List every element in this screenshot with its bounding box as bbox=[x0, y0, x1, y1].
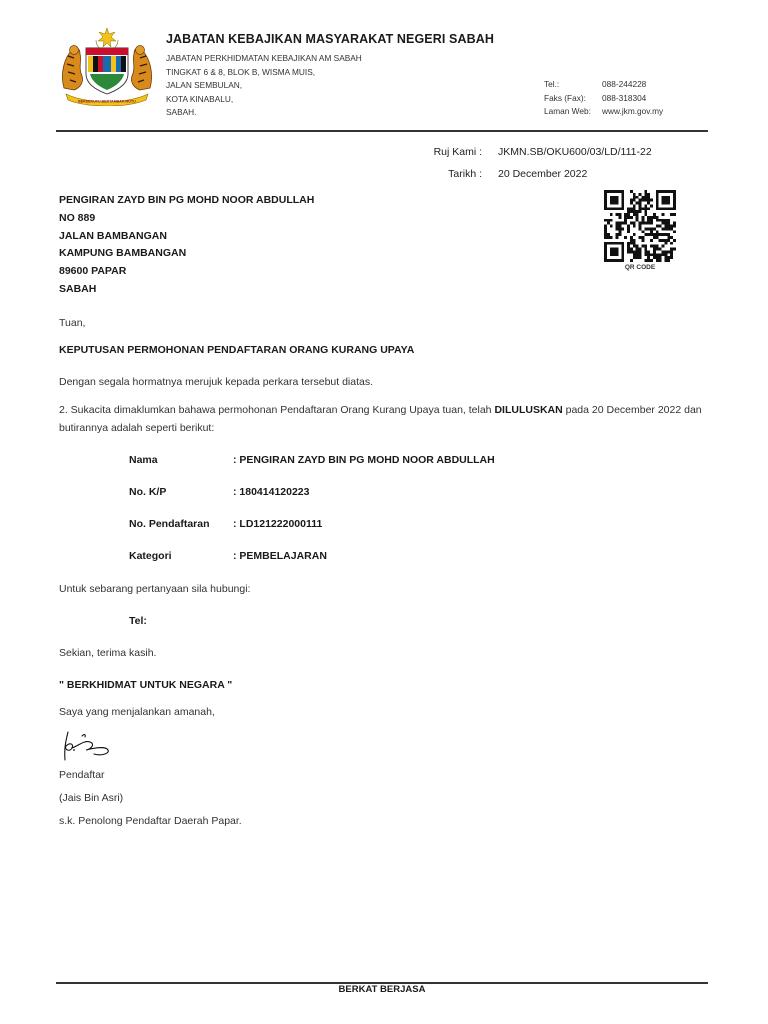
contact-row-fax bbox=[544, 92, 663, 106]
paragraph-2-text: 2. Sukacita dimaklumkan bahawa permohonan Pendaftaran Orang Kurang Upaya tuan, telah bbox=[59, 404, 495, 416]
reference-number bbox=[432, 146, 712, 160]
contact-row-website bbox=[544, 105, 663, 119]
detail-label-name: Nama bbox=[129, 454, 158, 466]
header-divider bbox=[56, 130, 708, 132]
paragraph-2 bbox=[59, 401, 711, 437]
address-line: JABATAN PERKHIDMATAN KEBAJIKAN AM SABAH bbox=[166, 53, 362, 63]
signatory-title: Pendaftar bbox=[59, 769, 105, 781]
qr-code-image bbox=[604, 190, 676, 262]
detail-value-ic: : 180414120223 bbox=[233, 486, 310, 498]
address-line: KOTA KINABALU, bbox=[166, 93, 234, 104]
contact-info bbox=[544, 78, 663, 119]
crest-motto: BERSEKUTU BERTAMBAH MUTU bbox=[78, 99, 136, 104]
signatory-name: (Jais Bin Asri) bbox=[59, 792, 124, 804]
date-label: Tarikh : bbox=[448, 168, 482, 180]
address-line: TINGKAT 6 & 8, BLOK B, WISMA MUIS, bbox=[166, 66, 316, 77]
detail-value-name: : PENGIRAN ZAYD BIN PG MOHD NOOR ABDULLAH bbox=[233, 454, 495, 466]
contact-value: 088-244228 bbox=[602, 79, 647, 89]
recipient-address-line: 89600 PAPAR bbox=[59, 265, 127, 278]
detail-label-category: Kategori bbox=[129, 550, 172, 562]
address-line: JALAN SEMBULAN, bbox=[166, 80, 243, 90]
state-crest-logo bbox=[58, 26, 156, 106]
detail-label-ic: No. K/P bbox=[129, 486, 167, 498]
carbon-copy-line: s.k. Penolong Pendaftar Daerah Papar. bbox=[59, 815, 242, 827]
recipient-address-line: SABAH bbox=[59, 282, 97, 295]
salutation: Tuan, bbox=[59, 317, 86, 329]
motto-text: " BERKHIDMAT UNTUK NEGARA " bbox=[59, 679, 233, 691]
contact-value: 088-318304 bbox=[602, 92, 647, 103]
detail-value-category: : PEMBELAJARAN bbox=[233, 550, 327, 562]
contact-label: Faks (Fax): bbox=[544, 92, 586, 103]
reference-label: Ruj Kami : bbox=[433, 146, 482, 158]
letter-subject: KEPUTUSAN PERMOHONAN PENDAFTARAN ORANG KURANG UPAYA bbox=[59, 344, 415, 356]
organization-title: JABATAN KEBAJIKAN MASYARAKAT NEGERI SABAH bbox=[166, 32, 494, 46]
reference-value: JKMN.SB/OKU600/03/LD/111-22 bbox=[498, 146, 652, 158]
website-link[interactable]: www.jkm.gov.my bbox=[602, 106, 664, 116]
address-line: SABAH. bbox=[166, 107, 197, 117]
amanah-text: Saya yang menjalankan amanah, bbox=[59, 706, 215, 718]
recipient-address bbox=[59, 192, 314, 299]
handwritten-signature bbox=[60, 726, 112, 766]
contact-row-tel bbox=[544, 78, 663, 92]
paragraph-1: Dengan segala hormatnya merujuk kepada perkara tersebut diatas. bbox=[59, 376, 374, 388]
tel-label: Tel: bbox=[129, 615, 147, 627]
organization-address bbox=[166, 52, 362, 120]
paragraph-2-text: pada 20 December 2022 dan butirannya adalah seperti berikut: bbox=[59, 404, 702, 434]
recipient-name: PENGIRAN ZAYD BIN PG MOHD NOOR ABDULLAH bbox=[59, 194, 315, 206]
recipient-address-line: NO 889 bbox=[59, 211, 96, 224]
approval-status: DILULUSKAN bbox=[494, 404, 563, 416]
contact-label: Tel.: bbox=[544, 79, 560, 89]
footer-text: BERKAT BERJASA bbox=[338, 984, 426, 995]
date-value: 20 December 2022 bbox=[498, 168, 588, 180]
detail-label-registration: No. Pendaftaran bbox=[129, 518, 210, 530]
letter-date bbox=[432, 168, 712, 182]
inquiry-text: Untuk sebarang pertanyaan sila hubungi: bbox=[59, 583, 251, 595]
recipient-address-line: KAMPUNG BAMBANGAN bbox=[59, 247, 187, 260]
recipient-address-line: JALAN BAMBANGAN bbox=[59, 229, 167, 242]
closing-text: Sekian, terima kasih. bbox=[59, 647, 157, 659]
contact-label: Laman Web: bbox=[544, 106, 591, 116]
qr-code-caption: QR CODE bbox=[624, 264, 656, 271]
detail-value-registration: : LD121222000111 bbox=[233, 518, 323, 530]
